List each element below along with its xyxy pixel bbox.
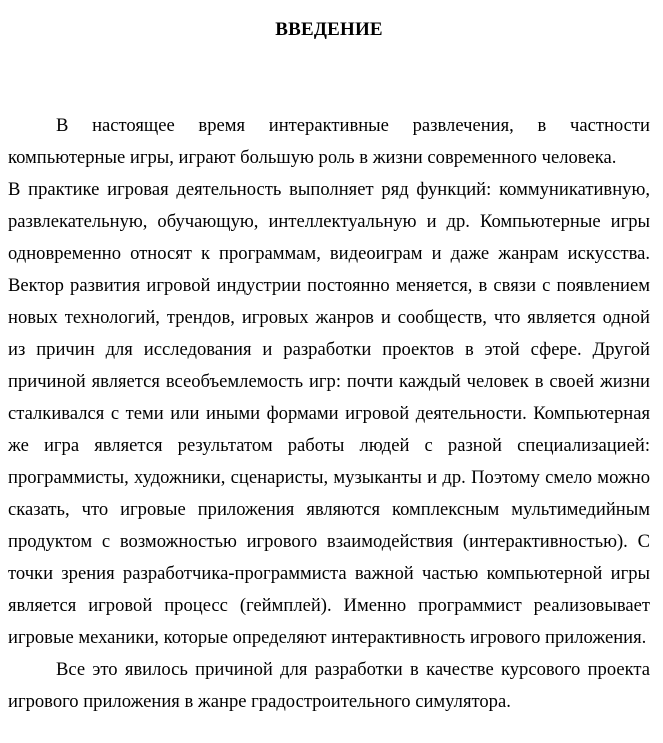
paragraph-conclusion: Все это явилось причиной для разработки в качестве курсового проекта игрового приложения в жанре градостроительного симулятора. [8, 659, 650, 712]
paragraph-intro: В настоящее время интерактивные развлечения, в частности компьютерные игры, играют большую роль в жизни современного человека. [8, 115, 650, 168]
page-title: ВВЕДЕНИЕ [275, 19, 383, 40]
document-page [8, 0, 650, 718]
document-body [8, 110, 650, 718]
paragraph-main: В практике игровая деятельность выполняет ряд функций: коммуникативную, развлекательную, обучающую, интеллектуальную и др. Компьютерные игры одновременно относят к программам, видеоиграм и даже жанрам искусства. Вектор развития игровой индустрии постоянно меняется, в связи с появлением новых технологий, трендов, игровых жанров и сообществ, что является одной из причин для исследования и разработки проектов в этой сфере. Другой причиной является всеобъемлемость игр: почти каждый человек в своей жизни сталкивался с теми или иными формами игровой деятельности. Компьютерная же игра является результатом работы людей с разной специализацией: программисты, художники, сценаристы, музыканты и др. Поэтому смело можно сказать, что игровые приложения являются комплексным мультимедийным продуктом с возможностью игрового взаимодействия (интерактивностью). С точки зрения разработчика-программиста важной частью компьютерной игры является игровой процесс (геймплей). Именно программист реализовывает игровые механики, которые определяют интерактивность игрового приложения. [8, 179, 650, 648]
